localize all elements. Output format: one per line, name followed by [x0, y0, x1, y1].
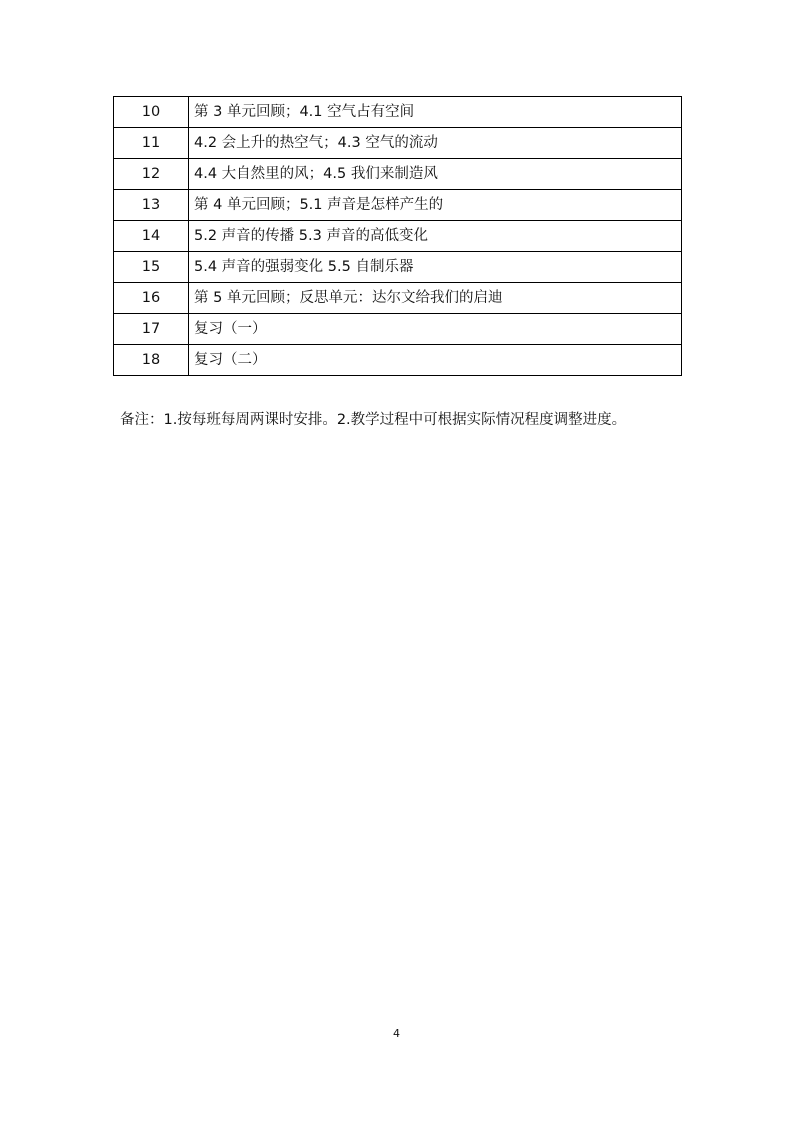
table-row: [114, 190, 682, 221]
table-row: [114, 283, 682, 314]
lesson-content-cell: 5.4 声音的强弱变化 5.5 自制乐器: [189, 252, 682, 283]
week-number-cell: 13: [114, 190, 189, 221]
table-row: [114, 345, 682, 376]
table-row: [114, 128, 682, 159]
table-row: [114, 252, 682, 283]
lesson-content-cell: 4.4 大自然里的风；4.5 我们来制造风: [189, 159, 682, 190]
week-number-cell: 10: [114, 97, 189, 128]
lesson-content-cell: 第 5 单元回顾；反思单元：达尔文给我们的启迪: [189, 283, 682, 314]
remarks-note: 备注：1.按每班每周两课时安排。2.教学过程中可根据实际情况程度调整进度。: [120, 412, 627, 428]
lesson-content-cell: 复习（一）: [189, 314, 682, 345]
schedule-table: [113, 96, 682, 376]
lesson-content-cell: 复习（二）: [189, 345, 682, 376]
table-row: [114, 221, 682, 252]
week-number-cell: 18: [114, 345, 189, 376]
week-number-cell: 11: [114, 128, 189, 159]
lesson-content-cell: 第 4 单元回顾；5.1 声音是怎样产生的: [189, 190, 682, 221]
week-number-cell: 14: [114, 221, 189, 252]
lesson-content-cell: 第 3 单元回顾；4.1 空气占有空间: [189, 97, 682, 128]
lesson-content-cell: 4.2 会上升的热空气；4.3 空气的流动: [189, 128, 682, 159]
lesson-content-cell: 5.2 声音的传播 5.3 声音的高低变化: [189, 221, 682, 252]
week-number-cell: 12: [114, 159, 189, 190]
table-row: [114, 97, 682, 128]
table-row: [114, 159, 682, 190]
table-row: [114, 314, 682, 345]
week-number-cell: 16: [114, 283, 189, 314]
week-number-cell: 15: [114, 252, 189, 283]
page-number: 4: [393, 1027, 400, 1040]
week-number-cell: 17: [114, 314, 189, 345]
